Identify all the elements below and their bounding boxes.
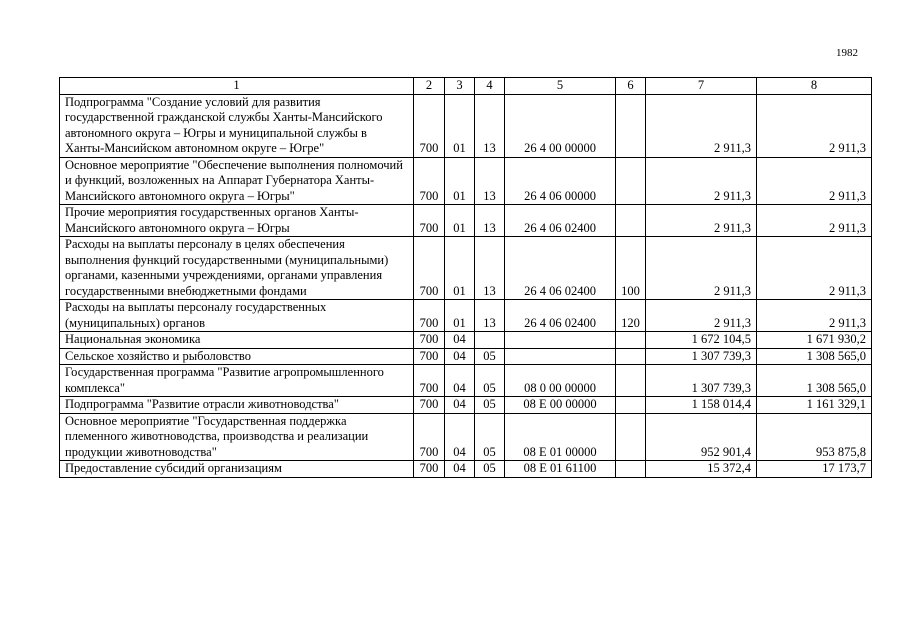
table-row — [60, 413, 872, 461]
subsection-code-cell: 05 — [475, 413, 505, 461]
table-row — [60, 332, 872, 349]
amount-year2-cell: 1 161 329,1 — [757, 397, 872, 414]
column-header: 3 — [445, 78, 475, 95]
table-row — [60, 365, 872, 397]
row-name-cell: Предоставление субсидий организациям — [60, 461, 414, 478]
row-name-cell: Подпрограмма "Создание условий для развития государственной гражданской службы Ханты-Мансийского автономного округа – Югры и муниципальной службы в Ханты-Мансийском автономном округе – Югре" — [60, 94, 414, 157]
column-header: 6 — [616, 78, 646, 95]
row-name-cell: Расходы на выплаты персоналу в целях обеспечения выполнения функций государственными (муниципальными) органами, казенными учреждениями, органами управления государственными внебюджетными фондами — [60, 237, 414, 300]
subsection-code-cell — [475, 332, 505, 349]
subsection-code-cell: 05 — [475, 461, 505, 478]
subsection-code-cell: 05 — [475, 348, 505, 365]
target-article-cell: 08 Е 00 00000 — [505, 397, 616, 414]
target-article-cell: 26 4 06 02400 — [505, 205, 616, 237]
target-article-cell: 08 0 00 00000 — [505, 365, 616, 397]
grbs-code-cell: 700 — [414, 397, 445, 414]
section-code-cell: 04 — [445, 413, 475, 461]
amount-year2-cell: 1 671 930,2 — [757, 332, 872, 349]
expense-type-cell — [616, 365, 646, 397]
table-row — [60, 157, 872, 205]
target-article-cell: 26 4 06 02400 — [505, 237, 616, 300]
amount-year2-cell: 2 911,3 — [757, 300, 872, 332]
target-article-cell: 08 Е 01 61100 — [505, 461, 616, 478]
amount-year1-cell: 2 911,3 — [646, 237, 757, 300]
target-article-cell: 08 Е 01 00000 — [505, 413, 616, 461]
subsection-code-cell: 13 — [475, 237, 505, 300]
row-name-cell: Сельское хозяйство и рыболовство — [60, 348, 414, 365]
row-name-cell: Подпрограмма "Развитие отрасли животноводства" — [60, 397, 414, 414]
amount-year2-cell: 953 875,8 — [757, 413, 872, 461]
amount-year1-cell: 2 911,3 — [646, 157, 757, 205]
expense-type-cell: 100 — [616, 237, 646, 300]
amount-year1-cell: 952 901,4 — [646, 413, 757, 461]
amount-year1-cell: 2 911,3 — [646, 300, 757, 332]
target-article-cell — [505, 332, 616, 349]
amount-year1-cell: 15 372,4 — [646, 461, 757, 478]
amount-year1-cell: 1 307 739,3 — [646, 365, 757, 397]
grbs-code-cell: 700 — [414, 205, 445, 237]
grbs-code-cell: 700 — [414, 332, 445, 349]
amount-year1-cell: 1 158 014,4 — [646, 397, 757, 414]
budget-table — [59, 77, 872, 478]
amount-year1-cell: 2 911,3 — [646, 94, 757, 157]
row-name-cell: Национальная экономика — [60, 332, 414, 349]
grbs-code-cell: 700 — [414, 365, 445, 397]
amount-year2-cell: 2 911,3 — [757, 94, 872, 157]
column-header: 2 — [414, 78, 445, 95]
table-header-row — [60, 78, 872, 95]
section-code-cell: 01 — [445, 205, 475, 237]
table-row — [60, 461, 872, 478]
expense-type-cell: 120 — [616, 300, 646, 332]
amount-year2-cell: 2 911,3 — [757, 157, 872, 205]
target-article-cell: 26 4 06 02400 — [505, 300, 616, 332]
subsection-code-cell: 13 — [475, 157, 505, 205]
amount-year2-cell: 1 308 565,0 — [757, 365, 872, 397]
section-code-cell: 01 — [445, 300, 475, 332]
amount-year1-cell: 2 911,3 — [646, 205, 757, 237]
row-name-cell: Основное мероприятие "Обеспечение выполнения полномочий и функций, возложенных на Аппарат Губернатора Ханты-Мансийского автономного округа – Югры" — [60, 157, 414, 205]
expense-type-cell — [616, 157, 646, 205]
expense-type-cell — [616, 348, 646, 365]
section-code-cell: 04 — [445, 397, 475, 414]
grbs-code-cell: 700 — [414, 237, 445, 300]
table-row — [60, 300, 872, 332]
table-row — [60, 94, 872, 157]
grbs-code-cell: 700 — [414, 157, 445, 205]
row-name-cell: Основное мероприятие "Государственная поддержка племенного животноводства, производства и реализации продукции животноводства" — [60, 413, 414, 461]
grbs-code-cell: 700 — [414, 413, 445, 461]
grbs-code-cell: 700 — [414, 94, 445, 157]
amount-year2-cell: 2 911,3 — [757, 205, 872, 237]
column-header: 8 — [757, 78, 872, 95]
subsection-code-cell: 05 — [475, 397, 505, 414]
grbs-code-cell: 700 — [414, 300, 445, 332]
amount-year2-cell: 2 911,3 — [757, 237, 872, 300]
row-name-cell: Государственная программа "Развитие агропромышленного комплекса" — [60, 365, 414, 397]
expense-type-cell — [616, 461, 646, 478]
amount-year1-cell: 1 672 104,5 — [646, 332, 757, 349]
expense-type-cell — [616, 94, 646, 157]
page-number: 1982 — [836, 47, 858, 59]
expense-type-cell — [616, 332, 646, 349]
grbs-code-cell: 700 — [414, 348, 445, 365]
subsection-code-cell: 13 — [475, 94, 505, 157]
table-row — [60, 348, 872, 365]
section-code-cell: 04 — [445, 348, 475, 365]
table-row — [60, 237, 872, 300]
subsection-code-cell: 13 — [475, 205, 505, 237]
subsection-code-cell: 13 — [475, 300, 505, 332]
subsection-code-cell: 05 — [475, 365, 505, 397]
target-article-cell: 26 4 00 00000 — [505, 94, 616, 157]
row-name-cell: Расходы на выплаты персоналу государственных (муниципальных) органов — [60, 300, 414, 332]
amount-year2-cell: 17 173,7 — [757, 461, 872, 478]
section-code-cell: 04 — [445, 332, 475, 349]
row-name-cell: Прочие мероприятия государственных органов Ханты-Мансийского автономного округа – Югры — [60, 205, 414, 237]
section-code-cell: 01 — [445, 94, 475, 157]
table-row — [60, 397, 872, 414]
amount-year1-cell: 1 307 739,3 — [646, 348, 757, 365]
target-article-cell — [505, 348, 616, 365]
expense-type-cell — [616, 205, 646, 237]
table-row — [60, 205, 872, 237]
section-code-cell: 04 — [445, 365, 475, 397]
target-article-cell: 26 4 06 00000 — [505, 157, 616, 205]
column-header: 5 — [505, 78, 616, 95]
column-header: 4 — [475, 78, 505, 95]
column-header: 1 — [60, 78, 414, 95]
expense-type-cell — [616, 413, 646, 461]
section-code-cell: 04 — [445, 461, 475, 478]
section-code-cell: 01 — [445, 237, 475, 300]
expense-type-cell — [616, 397, 646, 414]
section-code-cell: 01 — [445, 157, 475, 205]
amount-year2-cell: 1 308 565,0 — [757, 348, 872, 365]
column-header: 7 — [646, 78, 757, 95]
grbs-code-cell: 700 — [414, 461, 445, 478]
